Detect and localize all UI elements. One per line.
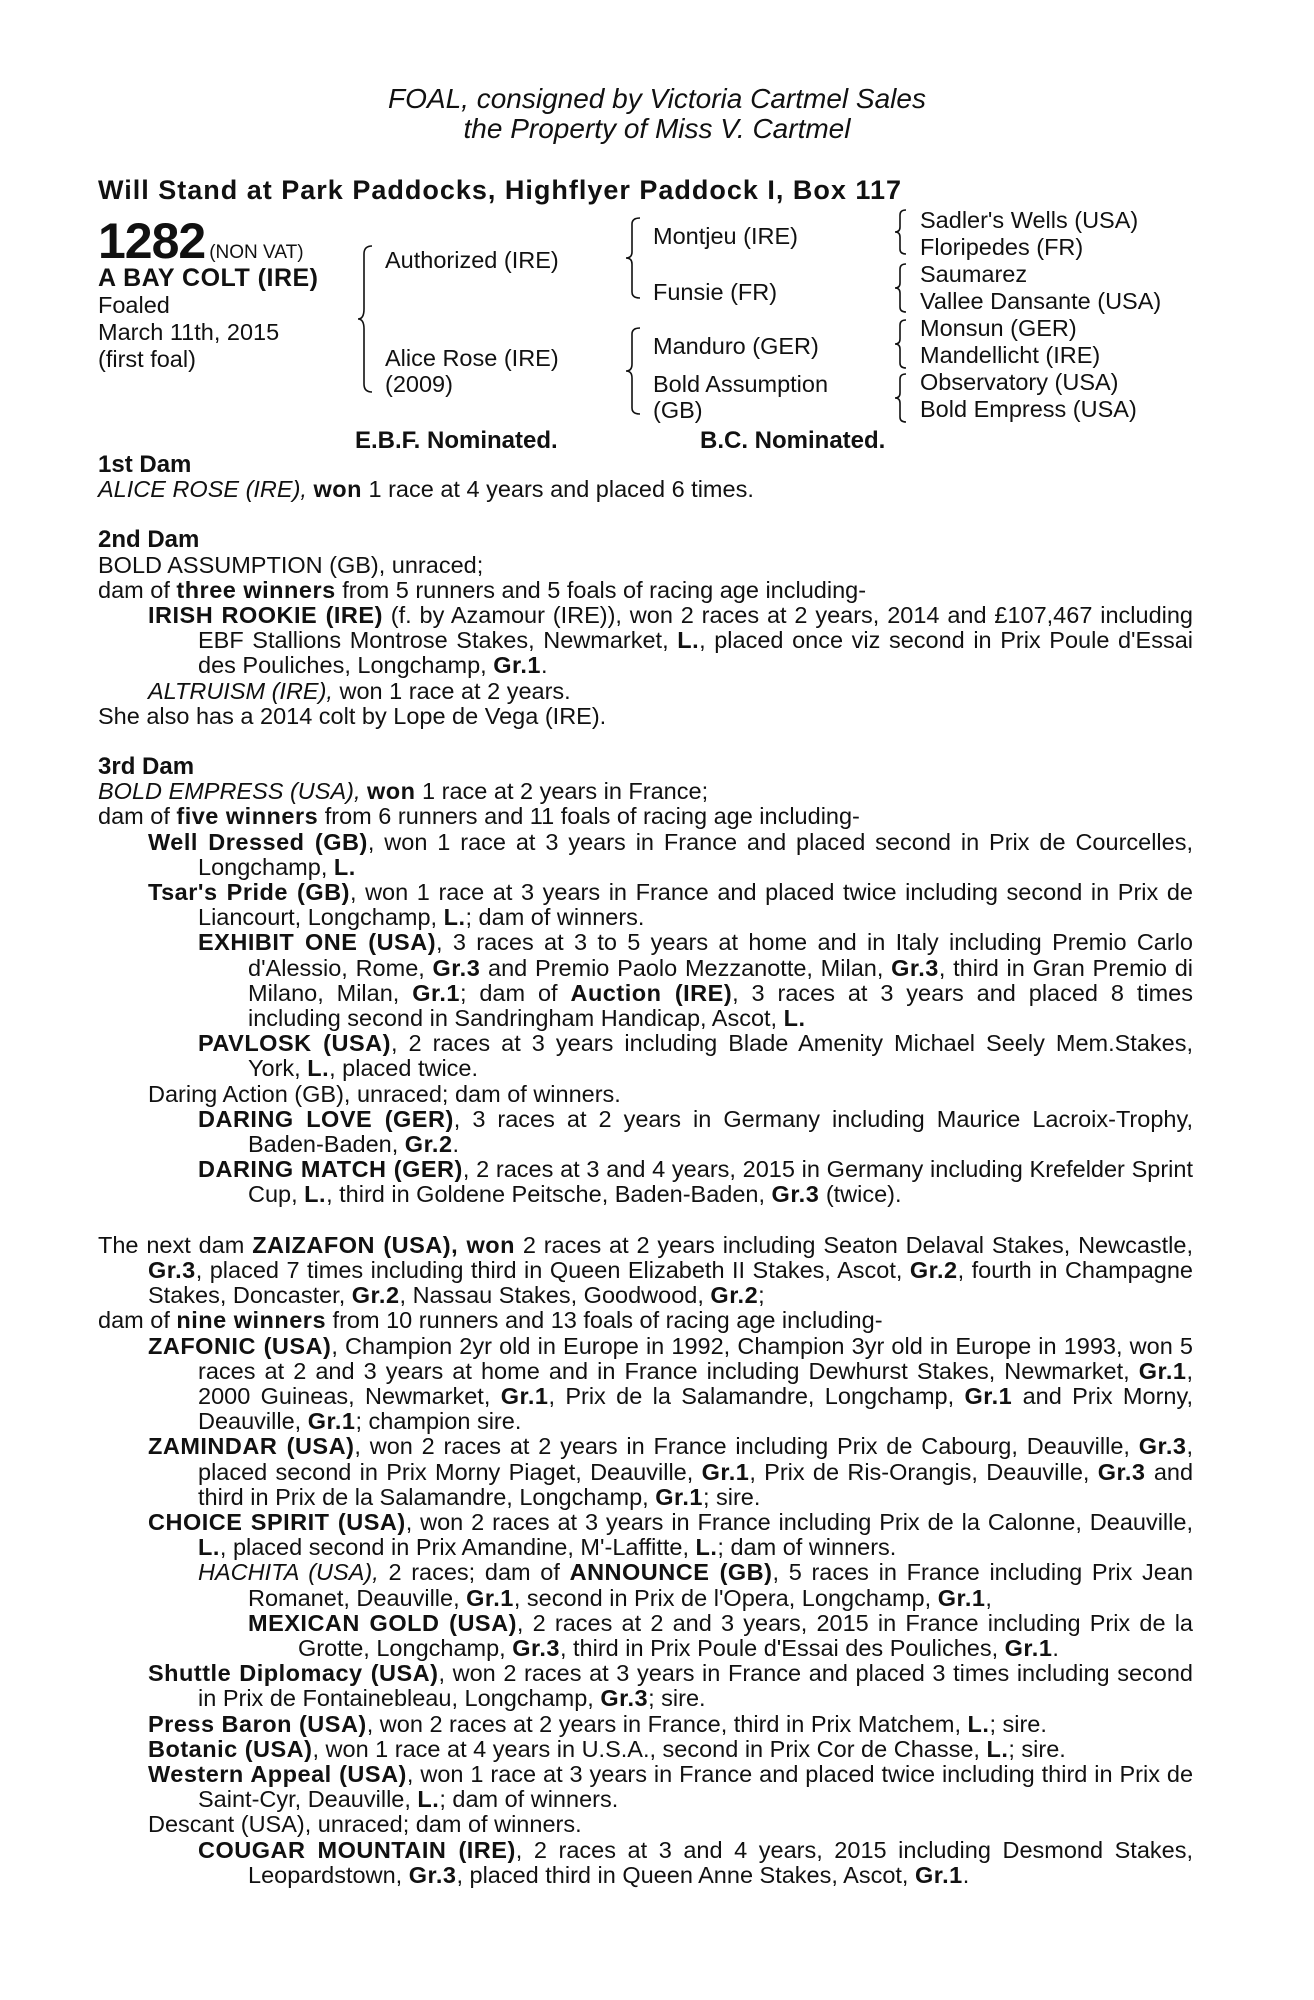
second-dam-intro: BOLD ASSUMPTION (GB), unraced; xyxy=(98,551,484,578)
first-dam-record: ALICE ROSE (IRE), won 1 race at 4 years and placed 6 times. xyxy=(98,476,754,503)
dam-dam: Bold Assumption xyxy=(653,371,829,397)
produce-zamindar: ZAMINDAR (USA), won 2 races at 2 years in France including Prix de Cabourg, Deauville, Gr.3, placed second in Prix Morny Piaget, Deauville, Gr.1, Prix de Ris-Orangis, Deauville, Gr.3 and third in Prix de la Salamandre, Longchamp, Gr.1; sire. xyxy=(148,1433,1194,1510)
produce-choice-spirit: CHOICE SPIRIT (USA), won 2 races at 3 years in France including Prix de la Calonne, Deauville, L., placed second in Prix Amandine, M'-Laffitte, L.; dam of winners. xyxy=(148,1508,1193,1561)
first-foal-note: (first foal) xyxy=(98,346,196,372)
produce-well-dressed: Well Dressed (GB), won 1 race at 3 years in France and placed second in Prix de Courcelles, Longchamp, L. xyxy=(148,828,1194,880)
produce-hachita: HACHITA (USA), 2 races; dam of ANNOUNCE (GB), 5 races in France including Prix Jean Romanet, Deauville, Gr.1, second in Prix de l'Opera, Longchamp, Gr.1, xyxy=(198,1559,1194,1611)
stand-location: Will Stand at Park Paddocks, Highflyer Paddock I, Box 117 xyxy=(98,175,902,205)
brace-sire xyxy=(628,216,648,300)
produce-zafonic: ZAFONIC (USA), Champion 2yr old in Europe in 1992, Champion 3yr old in Europe in 1993, won 5 races at 2 and 3 years at home and in France including Dewhurst Stakes, Newmarket, Gr.1, 2000 Guineas, Newmarket, Gr.1, Prix de la Salamandre, Longchamp, Gr.1 and Prix Morny, Deauville, Gr.1; champion sire. xyxy=(148,1332,1194,1435)
produce-tsars-pride: Tsar's Pride (GB), won 1 race at 3 years in France and placed twice including second in Prix de Liancourt, Longchamp, L.; dam of winners. xyxy=(148,879,1193,931)
brace-ss xyxy=(896,208,912,256)
brace-parents xyxy=(360,244,380,394)
produce-descant: Descant (USA), unraced; dam of winners. xyxy=(148,1811,582,1838)
ggs-7: Observatory (USA) xyxy=(920,369,1119,395)
dam-year: (2009) xyxy=(385,371,453,397)
third-dam-produce: dam of five winners from 6 runners and 11 foals of racing age including- xyxy=(98,803,860,830)
produce-cougar-mountain: COUGAR MOUNTAIN (IRE), 2 races at 3 and 4 years, 2015 including Desmond Stakes, Leopardstown, Gr.3, placed third in Queen Anne Stakes, Ascot, Gr.1. xyxy=(198,1836,1193,1888)
dam-name: Alice Rose (IRE) xyxy=(385,345,559,371)
produce-mexican-gold: MEXICAN GOLD (USA), 2 races at 2 and 3 years, 2015 in France including Prix de la Grotte, Longchamp, Gr.3, third in Prix Poule d'Essai des Pouliches, Gr.1. xyxy=(248,1609,1193,1661)
consignor-line: FOAL, consigned by Victoria Cartmel Sales xyxy=(388,83,926,114)
produce-press-baron: Press Baron (USA), won 2 races at 2 years in France, third in Prix Matchem, L.; sire. xyxy=(148,1710,1047,1737)
produce-shuttle-diplomacy: Shuttle Diplomacy (USA), won 2 races at 3 years in France and placed 3 times including second in Prix de Fontainebleau, Longchamp, Gr.3; sire. xyxy=(148,1660,1193,1712)
pedigree-notes xyxy=(98,452,1193,1888)
third-dam-heading: 3rd Dam xyxy=(98,753,195,781)
produce-irish-rookie: IRISH ROOKIE (IRE) (f. by Azamour (IRE)), won 2 races at 2 years, 2014 and £107,467 including EBF Stallions Montrose Stakes, Newmarket, L., placed once viz second in Prix Poule d'Essai des Pouliches, Longchamp, Gr.1. xyxy=(148,602,1194,679)
third-dam-intro: BOLD EMPRESS (USA), won 1 race at 2 years in France; xyxy=(98,778,709,805)
ggs-5: Monsun (GER) xyxy=(920,315,1077,341)
ggs-4: Vallee Dansante (USA) xyxy=(920,288,1162,314)
produce-daring-match: DARING MATCH (GER), 2 races at 3 and 4 years, 2015 in Germany including Krefelder Sprint Cup, L., third in Goldene Peitsche, Baden-Baden, Gr.3 (twice). xyxy=(198,1156,1193,1208)
lot-block xyxy=(98,213,304,269)
ebf-nomination: E.B.F. Nominated. xyxy=(355,427,558,454)
ggs-8: Bold Empress (USA) xyxy=(920,396,1137,422)
produce-western-appeal: Western Appeal (USA), won 1 race at 3 years in France and placed twice including third in Prix de Saint-Cyr, Deauville, L.; dam of winners. xyxy=(148,1760,1194,1813)
second-dam-heading: 2nd Dam xyxy=(98,526,200,554)
brace-dd xyxy=(896,372,912,424)
lot-title: A BAY COLT (IRE) xyxy=(98,264,319,292)
sire-name: Authorized (IRE) xyxy=(385,247,559,273)
produce-botanic: Botanic (USA), won 1 race at 4 years in U.S.A., second in Prix Cor de Chasse, L.; sire. xyxy=(148,1735,1066,1762)
produce-daring-action: Daring Action (GB), unraced; dam of winners. xyxy=(148,1080,621,1107)
brace-dam xyxy=(628,326,648,416)
produce-altruism: ALTRUISM (IRE), won 1 race at 2 years. xyxy=(148,677,571,704)
foaled-date: March 11th, 2015 xyxy=(98,319,280,345)
foaled-label: Foaled xyxy=(98,292,170,318)
ggs-6: Mandellicht (IRE) xyxy=(920,342,1101,368)
next-dam-intro: The next dam ZAIZAFON (USA), won 2 races at 2 years including Seaton Delaval Stakes, Newcastle, Gr.3, placed 7 times including third in Queen Elizabeth II Stakes, Ascot, Gr.2, fourth in Champagne Stakes, Doncaster, Gr.2, Nassau Stakes, Goodwood, Gr.2; xyxy=(98,1231,1194,1309)
brace-ds xyxy=(896,318,912,370)
bc-nomination: B.C. Nominated. xyxy=(700,427,886,454)
produce-exhibit-one: EXHIBIT ONE (USA), 3 races at 3 to 5 years at home and in Italy including Premio Carlo d'Alessio, Rome, Gr.3 and Premio Paolo Mezzanotte, Milan, Gr.3, third in Gran Premio di Milano, Milan, Gr.1; dam of Auction (IRE), 3 races at 3 years and placed 8 times including second in Sandringham Handicap, Ascot, L. xyxy=(198,929,1194,1032)
property-line: the Property of Miss V. Cartmel xyxy=(463,113,851,144)
first-dam-heading: 1st Dam xyxy=(98,451,192,478)
sire-sire: Montjeu (IRE) xyxy=(653,223,798,249)
ggs-3: Saumarez xyxy=(920,261,1028,287)
ggs-1: Sadler's Wells (USA) xyxy=(920,207,1139,233)
brace-sd xyxy=(896,262,912,314)
sire-dam: Funsie (FR) xyxy=(653,279,778,305)
second-dam-produce: dam of three winners from 5 runners and 5 foals of racing age including- xyxy=(98,576,867,603)
lot-number: 1282 xyxy=(98,213,206,269)
ggs-2: Floripedes (FR) xyxy=(920,234,1084,260)
produce-pavlosk: PAVLOSK (USA), 2 races at 3 years including Blade Amenity Michael Seely Mem.Stakes, York, L., placed twice. xyxy=(198,1030,1193,1082)
vat-status: (NON VAT) xyxy=(209,242,304,263)
produce-daring-love: DARING LOVE (GER), 3 races at 2 years in Germany including Maurice Lacroix-Trophy, Baden-Baden, Gr.2. xyxy=(198,1105,1193,1158)
second-dam-also: She also has a 2014 colt by Lope de Vega (IRE). xyxy=(98,702,607,729)
dam-dam-country: (GB) xyxy=(653,397,703,423)
next-dam-produce: dam of nine winners from 10 runners and 13 foals of racing age including- xyxy=(98,1307,883,1334)
dam-sire: Manduro (GER) xyxy=(653,333,819,359)
